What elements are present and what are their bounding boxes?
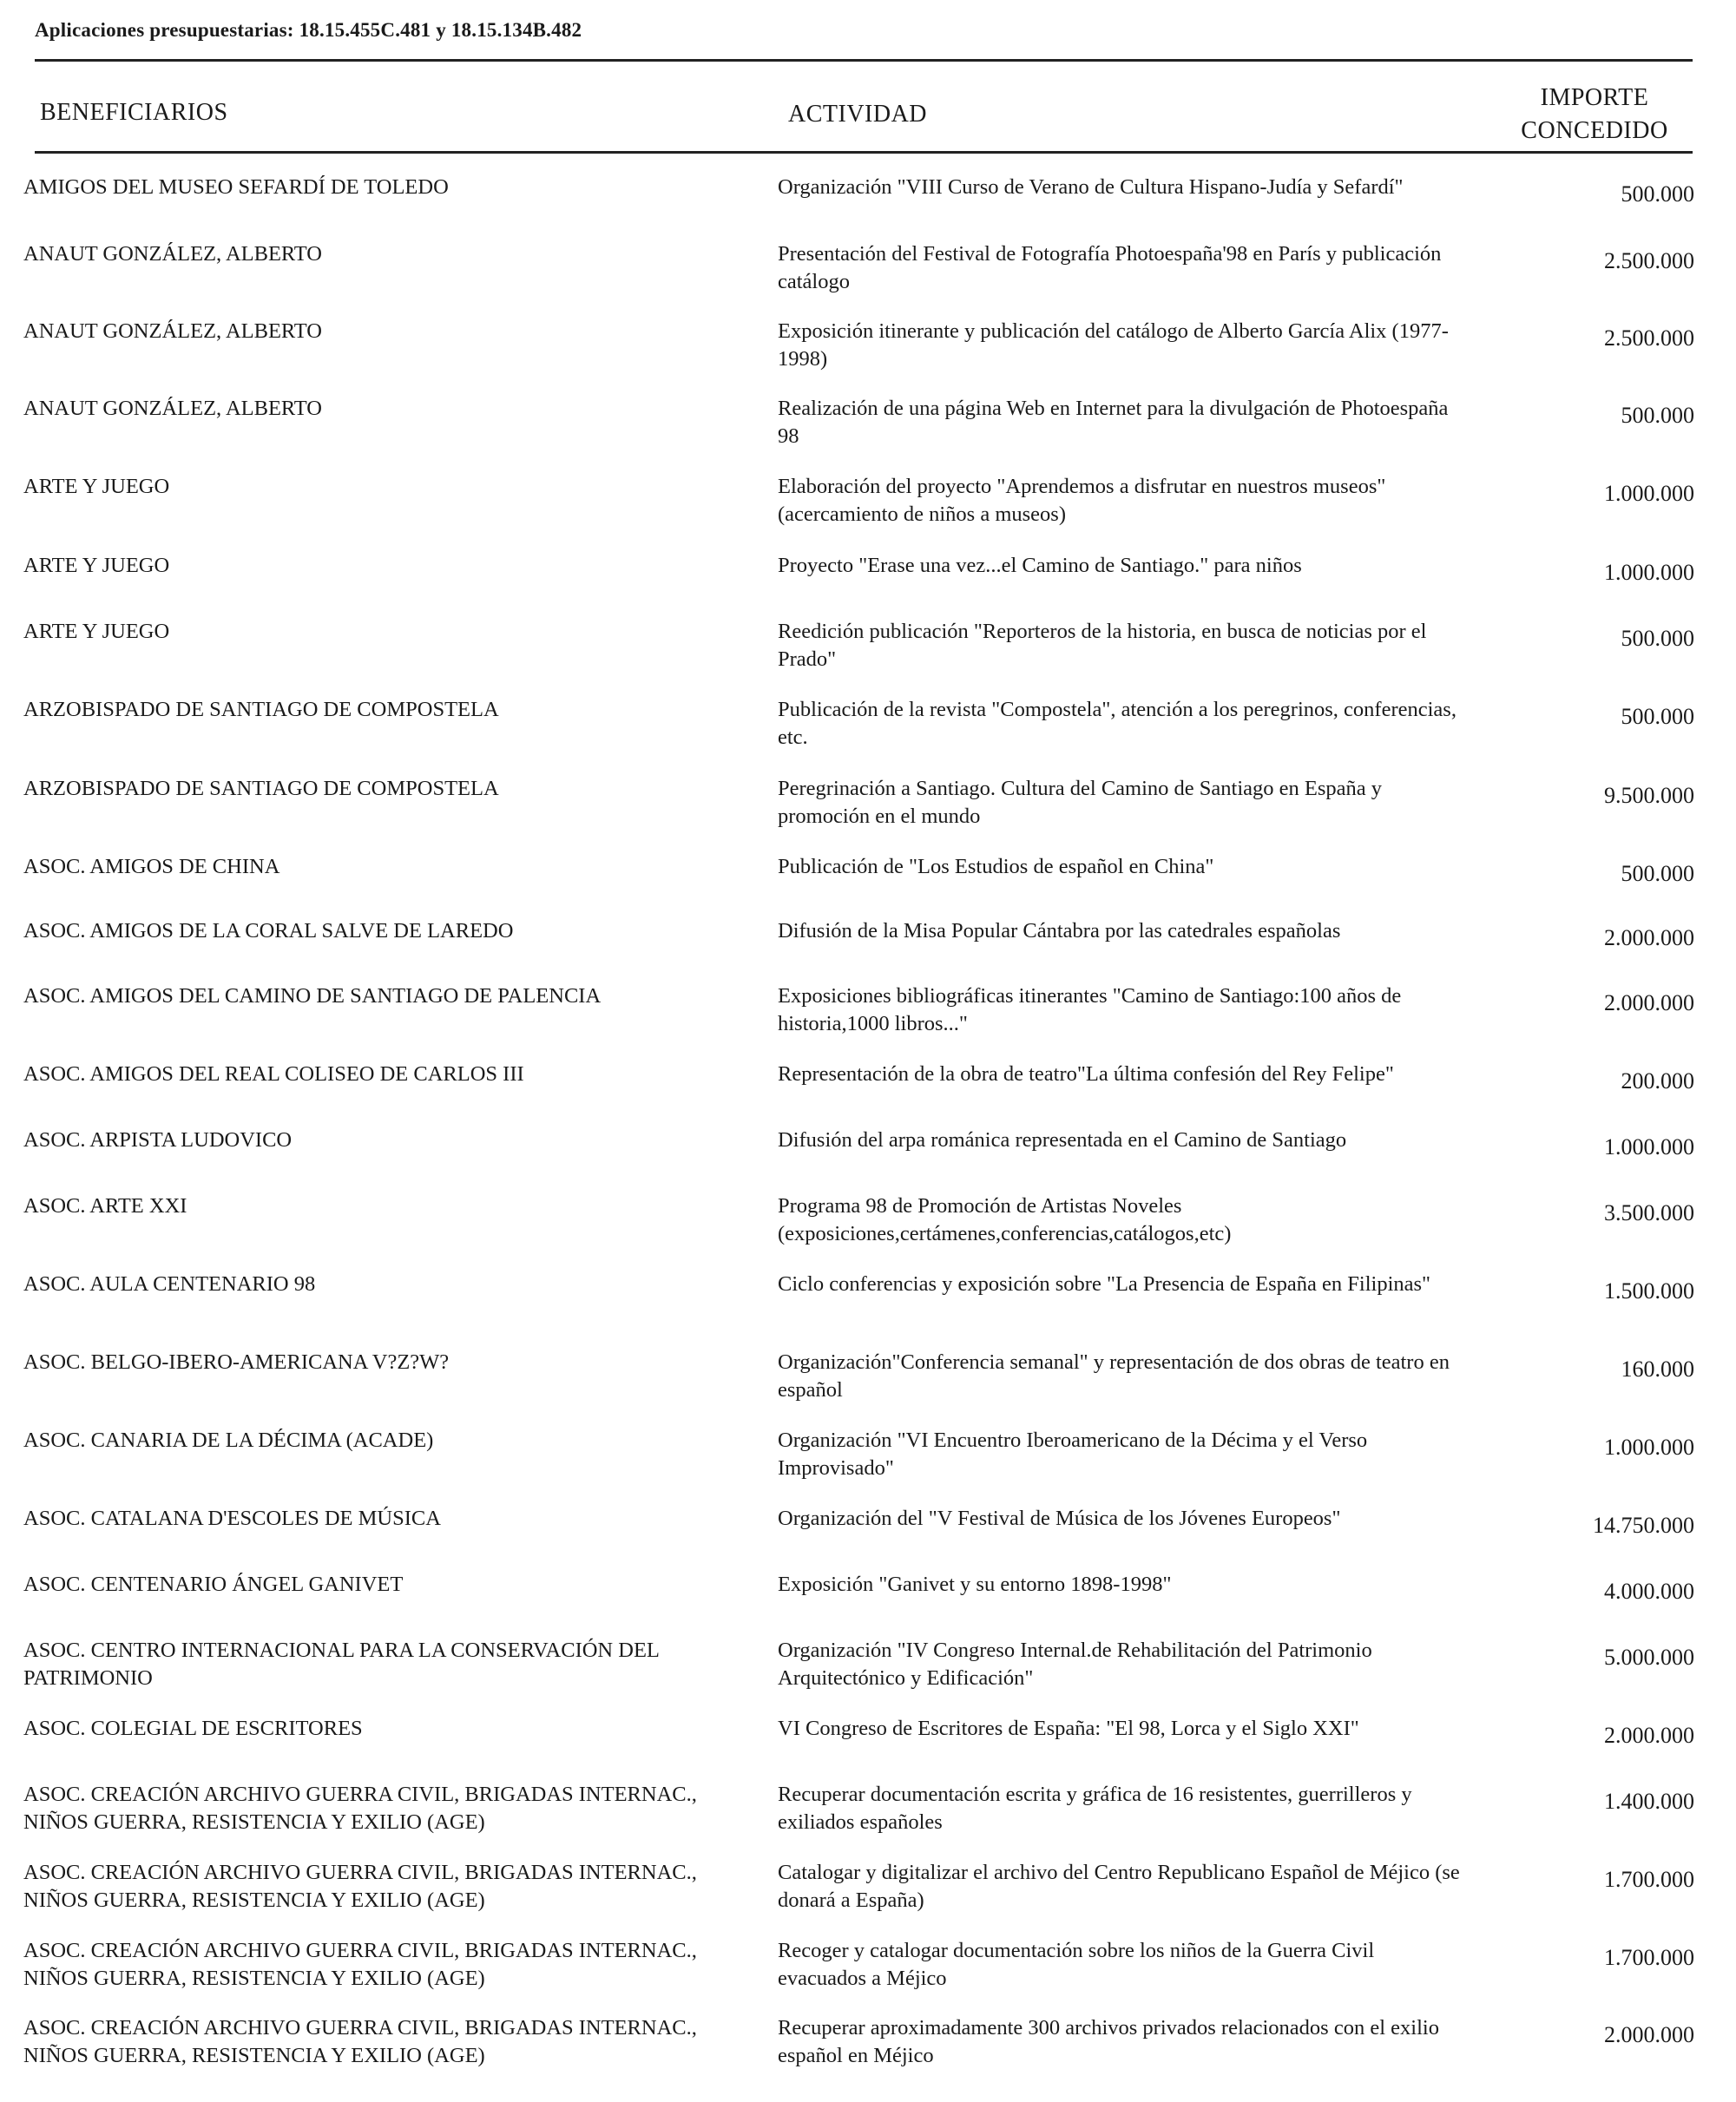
beneficiario-cell: ARZOBISPADO DE SANTIAGO DE COMPOSTELA: [23, 777, 499, 800]
actividad-cell: Publicación de la revista "Compostela", atención a los peregrinos, conferencias, etc.: [778, 698, 1457, 749]
beneficiario-cell: ANAUT GONZÁLEZ, ALBERTO: [23, 319, 323, 343]
table-row: [0, 552, 1736, 618]
beneficiario-cell: ASOC. AMIGOS DE CHINA: [23, 855, 280, 878]
importe-cell: 1.500.000: [1604, 1278, 1694, 1304]
importe-cell: 3.500.000: [1604, 1200, 1694, 1225]
importe-cell: 2.000.000: [1604, 2022, 1694, 2047]
importe-cell: 1.000.000: [1604, 1134, 1694, 1159]
header-actividad: ACTIVIDAD: [788, 101, 928, 128]
table-row: [0, 1637, 1736, 1715]
beneficiario-cell: ASOC. CATALANA D'ESCOLES DE MÚSICA: [23, 1507, 441, 1530]
importe-cell: 1.000.000: [1604, 481, 1694, 506]
actividad-cell: Organización "VIII Curso de Verano de Cultura Hispano-Judía y Sefardí": [778, 175, 1404, 199]
table-row: [0, 696, 1736, 775]
importe-cell: 14.750.000: [1593, 1513, 1694, 1538]
grants-table: [0, 174, 1736, 2092]
beneficiario-cell: ASOC. ARTE XXI: [23, 1194, 187, 1218]
actividad-cell: VI Congreso de Escritores de España: "El 98, Lorca y el Siglo XXI": [778, 1717, 1359, 1740]
actividad-cell: Programa 98 de Promoción de Artistas Noveles (exposiciones,certámenes,conferencias,catálogos,etc): [778, 1194, 1232, 1245]
actividad-cell: Recoger y catalogar documentación sobre los niños de la Guerra Civil evacuados a Méjico: [778, 1939, 1375, 1990]
actividad-cell: Exposiciones bibliográficas itinerantes "Camino de Santiago:100 años de historia,1000 libros...": [778, 984, 1402, 1035]
actividad-cell: Organización "VI Encuentro Iberoamericano de la Décima y el Verso Improvisado": [778, 1429, 1368, 1480]
actividad-cell: Proyecto "Erase una vez...el Camino de Santiago." para niños: [778, 554, 1302, 577]
table-row: [0, 1571, 1736, 1637]
actividad-cell: Organización "IV Congreso Internal.de Rehabilitación del Patrimonio Arquitectónico y Edificación": [778, 1639, 1372, 1690]
beneficiario-cell: ANAUT GONZÁLEZ, ALBERTO: [23, 242, 323, 266]
importe-cell: 2.500.000: [1604, 325, 1694, 351]
header-importe-concedido: [1503, 82, 1686, 148]
importe-cell: 2.000.000: [1604, 925, 1694, 950]
table-row: [0, 473, 1736, 552]
table-row: [0, 982, 1736, 1061]
header-importe-line1: IMPORTE: [1540, 84, 1649, 111]
beneficiario-cell: ASOC. ARPISTA LUDOVICO: [23, 1128, 293, 1152]
actividad-cell: Elaboración del proyecto "Aprendemos a disfrutar en nuestros museos"(acercamiento de niños a museos): [778, 475, 1386, 526]
actividad-cell: Exposición "Ganivet y su entorno 1898-1998": [778, 1573, 1172, 1596]
importe-cell: 160.000: [1621, 1356, 1694, 1382]
beneficiario-cell: ASOC. AMIGOS DE LA CORAL SALVE DE LAREDO: [23, 919, 514, 943]
beneficiario-cell: ASOC. CANARIA DE LA DÉCIMA (ACADE): [23, 1429, 434, 1452]
actividad-cell: Reedición publicación "Reporteros de la historia, en busca de noticias por el Prado": [778, 620, 1427, 671]
table-row: [0, 1349, 1736, 1427]
beneficiario-cell: ASOC. AMIGOS DEL CAMINO DE SANTIAGO DE PALENCIA: [23, 984, 602, 1008]
beneficiario-cell: ASOC. AMIGOS DEL REAL COLISEO DE CARLOS III: [23, 1062, 524, 1086]
beneficiario-cell: ASOC. AULA CENTENARIO 98: [23, 1272, 316, 1296]
importe-cell: 500.000: [1621, 403, 1694, 428]
table-row: [0, 318, 1736, 395]
beneficiario-cell: ASOC. BELGO-IBERO-AMERICANA V?Z?W?: [23, 1350, 450, 1374]
actividad-cell: Representación de la obra de teatro"La última confesión del Rey Felipe": [778, 1062, 1394, 1086]
importe-cell: 500.000: [1621, 861, 1694, 886]
importe-cell: 500.000: [1621, 626, 1694, 651]
importe-cell: 200.000: [1621, 1068, 1694, 1094]
importe-cell: 9.500.000: [1604, 783, 1694, 808]
table-row: [0, 917, 1736, 982]
beneficiario-cell: ASOC. CREACIÓN ARCHIVO GUERRA CIVIL, BRIGADAS INTERNAC., NIÑOS GUERRA, RESISTENCIA Y EXILIO (AGE): [23, 2016, 697, 2067]
table-row: [0, 240, 1736, 318]
table-row: [0, 618, 1736, 696]
table-row: [0, 1271, 1736, 1349]
importe-cell: 500.000: [1621, 704, 1694, 729]
header-beneficiarios: BENEFICIARIOS: [40, 99, 228, 126]
table-row: [0, 1192, 1736, 1271]
actividad-cell: Recuperar aproximadamente 300 archivos privados relacionados con el exilio español en Méjico: [778, 2016, 1439, 2067]
table-row: [0, 1427, 1736, 1505]
importe-cell: 1.700.000: [1604, 1945, 1694, 1970]
table-row: [0, 1715, 1736, 1781]
table-row: [0, 1859, 1736, 1937]
importe-cell: 2.000.000: [1604, 1723, 1694, 1748]
beneficiario-cell: ASOC. COLEGIAL DE ESCRITORES: [23, 1717, 363, 1740]
actividad-cell: Difusión de la Misa Popular Cántabra por las catedrales españolas: [778, 919, 1341, 943]
beneficiario-cell: ARTE Y JUEGO: [23, 475, 170, 498]
importe-cell: 1.000.000: [1604, 560, 1694, 585]
table-row: [0, 1505, 1736, 1571]
actividad-cell: Difusión del arpa románica representada en el Camino de Santiago: [778, 1128, 1347, 1152]
beneficiario-cell: ASOC. CENTENARIO ÁNGEL GANIVET: [23, 1573, 404, 1596]
beneficiario-cell: ARTE Y JUEGO: [23, 554, 170, 577]
actividad-cell: Peregrinación a Santiago. Cultura del Camino de Santiago en España y promoción en el mundo: [778, 777, 1383, 828]
budget-line: Aplicaciones presupuestarias: 18.15.455C.481 y 18.15.134B.482: [35, 19, 582, 41]
beneficiario-cell: ARZOBISPADO DE SANTIAGO DE COMPOSTELA: [23, 698, 499, 721]
beneficiario-cell: ASOC. CREACIÓN ARCHIVO GUERRA CIVIL, BRIGADAS INTERNAC., NIÑOS GUERRA, RESISTENCIA Y EXILIO (AGE): [23, 1783, 697, 1834]
beneficiario-cell: ARTE Y JUEGO: [23, 620, 170, 643]
table-row: [0, 1937, 1736, 2014]
beneficiario-cell: ASOC. CREACIÓN ARCHIVO GUERRA CIVIL, BRIGADAS INTERNAC., NIÑOS GUERRA, RESISTENCIA Y EXILIO (AGE): [23, 1939, 697, 1990]
importe-cell: 1.700.000: [1604, 1867, 1694, 1892]
actividad-cell: Recuperar documentación escrita y gráfica de 16 resistentes, guerrilleros y exiliados españoles: [778, 1783, 1412, 1834]
importe-cell: 1.000.000: [1604, 1435, 1694, 1460]
beneficiario-cell: ANAUT GONZÁLEZ, ALBERTO: [23, 397, 323, 420]
table-row: [0, 1781, 1736, 1859]
table-row: [0, 2014, 1736, 2092]
table-row: [0, 1061, 1736, 1127]
table-row: [0, 853, 1736, 917]
importe-cell: 4.000.000: [1604, 1579, 1694, 1604]
actividad-cell: Exposición itinerante y publicación del catálogo de Alberto García Alix (1977-1998): [778, 319, 1449, 371]
header-rule: [35, 151, 1693, 154]
top-rule: [35, 59, 1693, 62]
actividad-cell: Ciclo conferencias y exposición sobre "La Presencia de España en Filipinas": [778, 1272, 1431, 1296]
importe-cell: 2.000.000: [1604, 990, 1694, 1015]
importe-cell: 500.000: [1621, 181, 1694, 207]
actividad-cell: Organización"Conferencia semanal" y representación de dos obras de teatro en español: [778, 1350, 1450, 1402]
table-row: [0, 775, 1736, 853]
actividad-cell: Organización del "V Festival de Música de los Jóvenes Europeos": [778, 1507, 1341, 1530]
table-row: [0, 395, 1736, 473]
importe-cell: 2.500.000: [1604, 248, 1694, 273]
header-importe-line2: CONCEDIDO: [1521, 117, 1668, 144]
table-row: [0, 1127, 1736, 1192]
actividad-cell: Realización de una página Web en Internet para la divulgación de Photoespaña 98: [778, 397, 1449, 448]
actividad-cell: Presentación del Festival de Fotografía Photoespaña'98 en París y publicación catálogo: [778, 242, 1442, 293]
beneficiario-cell: ASOC. CREACIÓN ARCHIVO GUERRA CIVIL, BRIGADAS INTERNAC., NIÑOS GUERRA, RESISTENCIA Y EXILIO (AGE): [23, 1861, 697, 1912]
actividad-cell: Catalogar y digitalizar el archivo del Centro Republicano Español de Méjico (se donará a España): [778, 1861, 1460, 1912]
importe-cell: 5.000.000: [1604, 1645, 1694, 1670]
beneficiario-cell: AMIGOS DEL MUSEO SEFARDÍ DE TOLEDO: [23, 175, 449, 199]
importe-cell: 1.400.000: [1604, 1789, 1694, 1814]
beneficiario-cell: ASOC. CENTRO INTERNACIONAL PARA LA CONSERVACIÓN DEL PATRIMONIO: [23, 1639, 659, 1690]
actividad-cell: Publicación de "Los Estudios de español en China": [778, 855, 1214, 878]
table-row: [0, 174, 1736, 240]
